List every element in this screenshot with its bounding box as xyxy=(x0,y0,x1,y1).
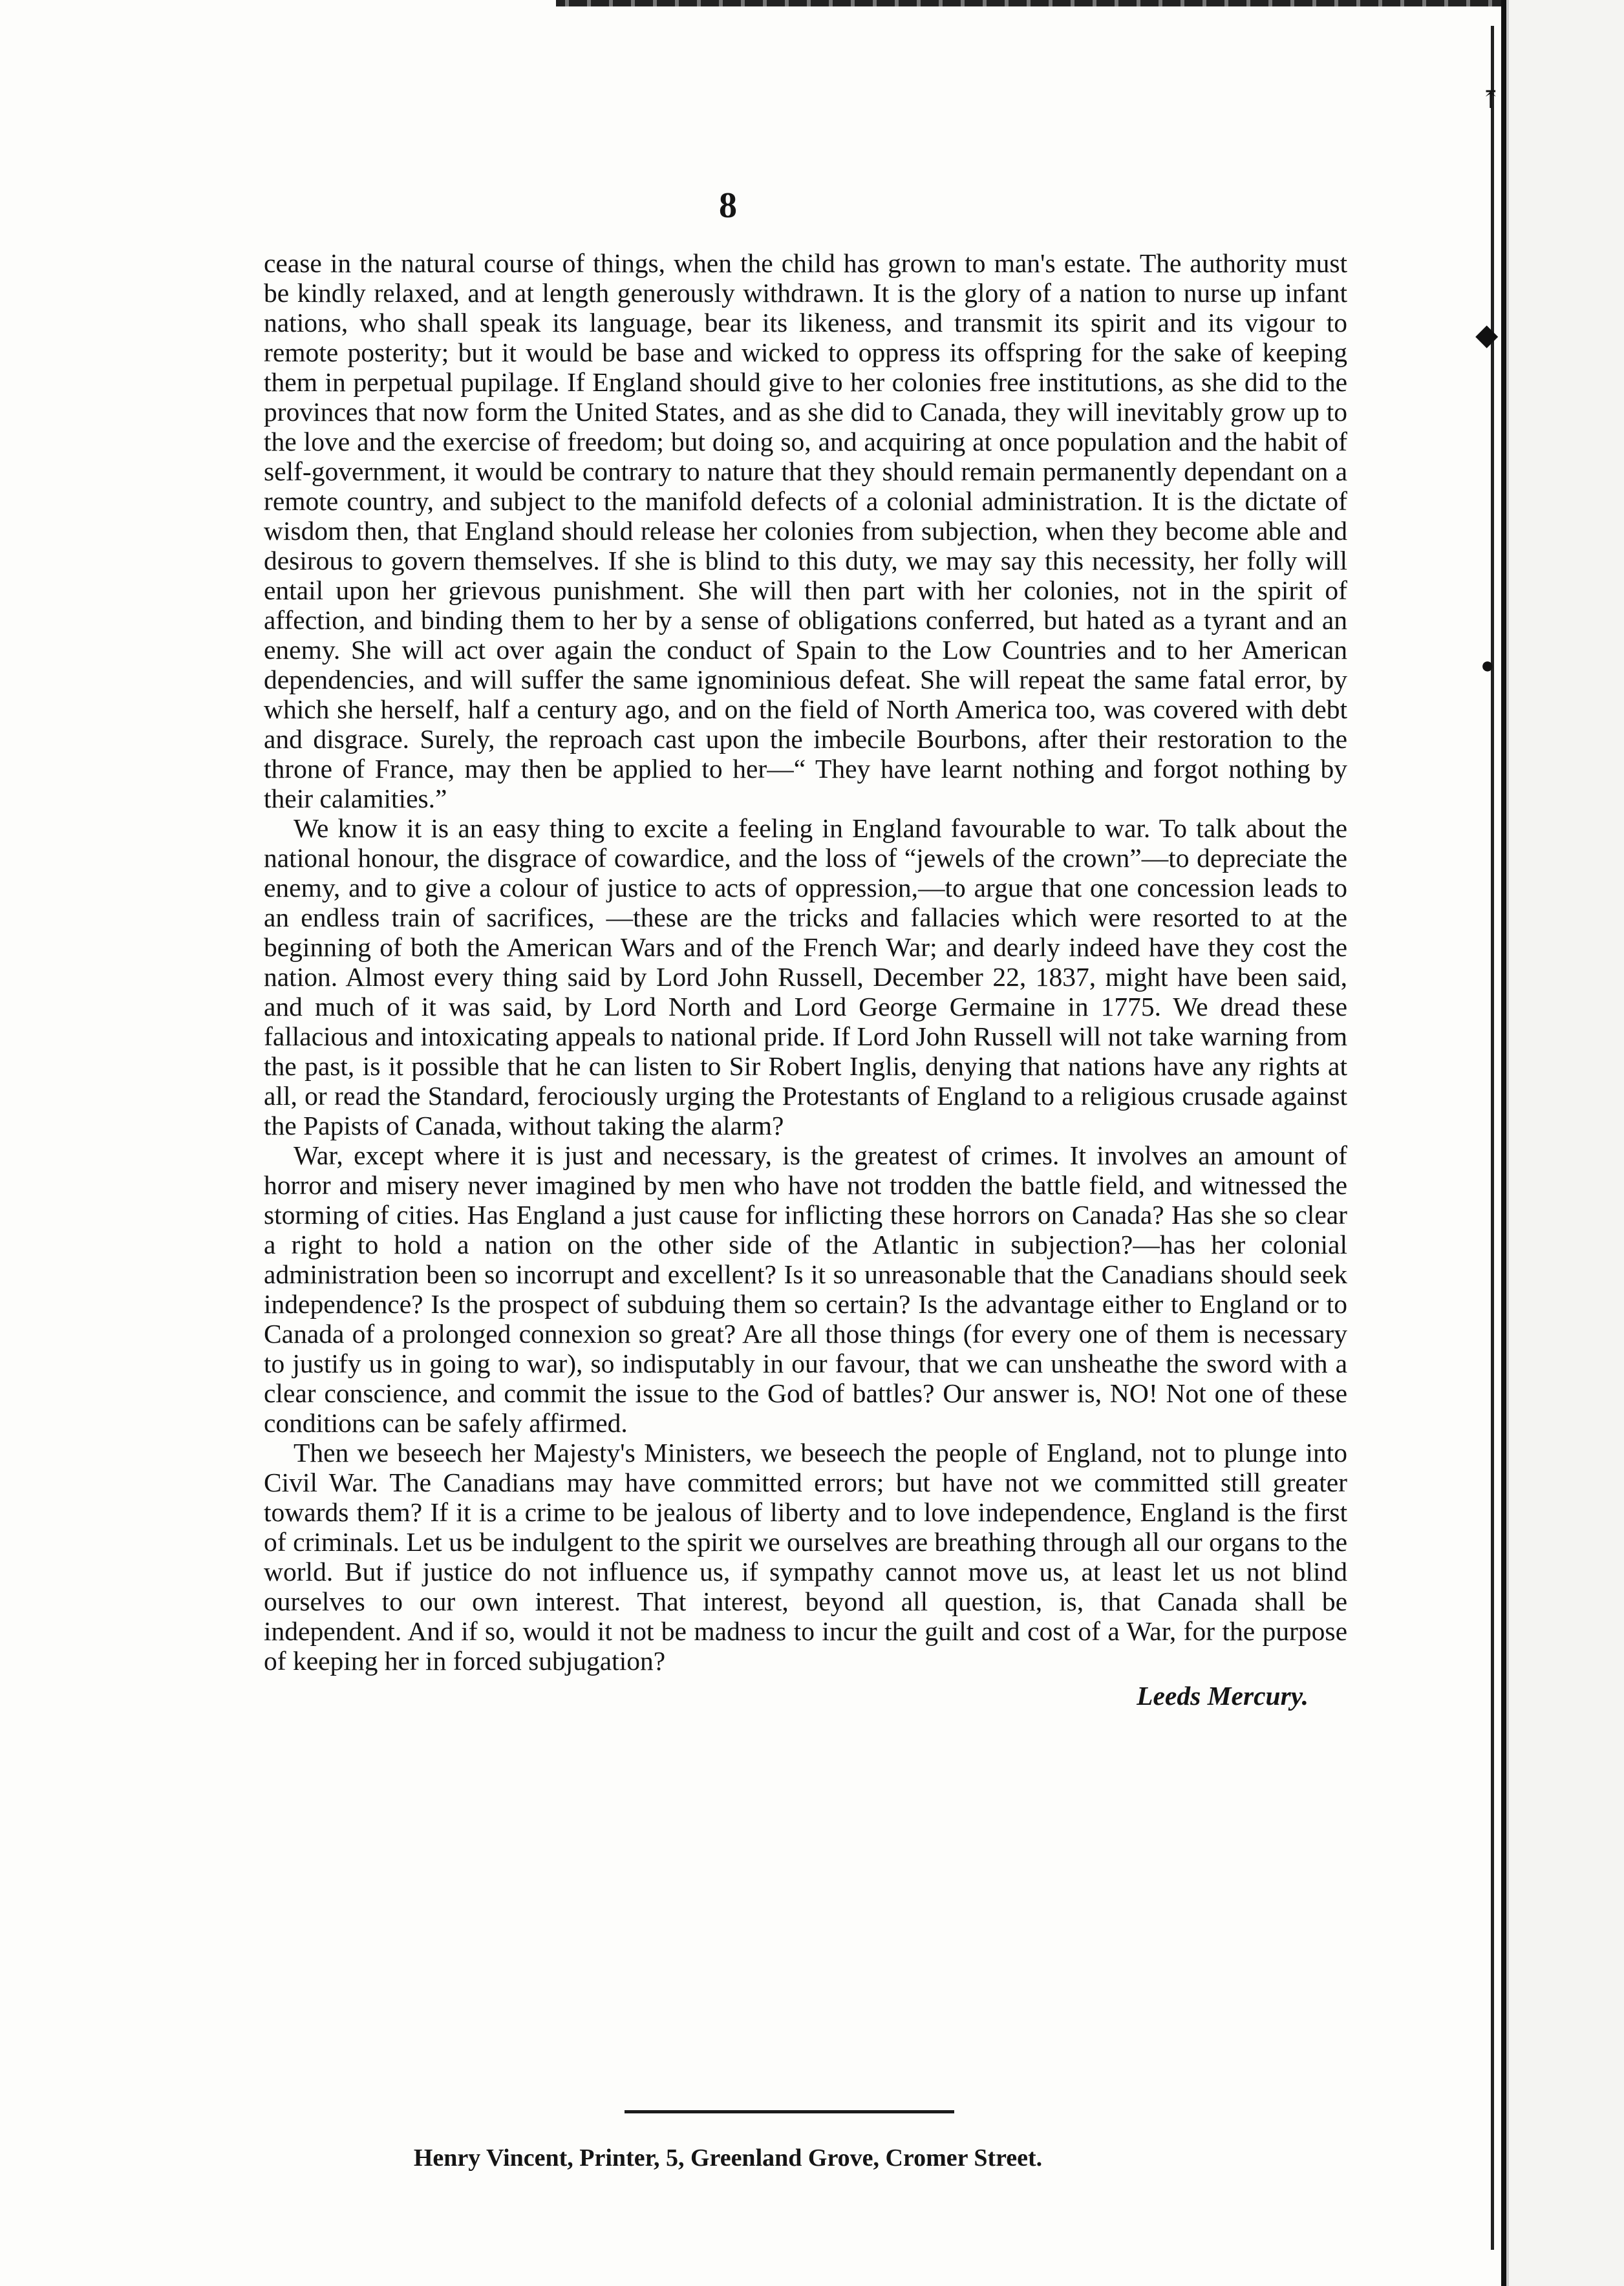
footer-rule xyxy=(625,2110,954,2113)
paragraph-1: cease in the natural course of things, when the child has grown to man's estate. The authority must be kindly relaxed, and at length generously withdrawn. It is the glory of a nation to nurse up infant nations, who shall speak its language, bear its likeness, and transmit its spirit and its vigour to remote posterity; but it would be base and wicked to oppress its offspring for the sake of keeping them in perpetual pupilage. If England should give to her colonies free institutions, as she did to the provinces that now form the United States, and as she did to Canada, they will inevitably grow up to the love and the exercise of freedom; but doing so, and acquiring at once population and the habit of self-government, it would be contrary to nature that they should remain permanently dependant on a remote country, and subject to the manifold defects of a colonial administration. It is the dictate of wisdom then, that England should release her colonies from subjection, when they become able and desirous to govern themselves. If she is blind to this duty, we may say this necessity, her folly will entail upon her grievous punishment. She will then part with her colonies, not in the spirit of affection, and binding them to her by a sense of obligations conferred, but hated as a tyrant and an enemy. She will act over again the conduct of Spain to the Low Countries and to her American dependencies, and will suffer the same ignominious defeat. She will repeat the same fatal error, by which she herself, half a century ago, and on the field of North America too, was covered with debt and disgrace. Surely, the reproach cast upon the imbecile Bourbons, after their restoration to the throne of France, may then be applied to her—“ They have learnt nothing and forgot nothing by their calamities.” xyxy=(264,248,1347,813)
binding-dot-mark: ● xyxy=(1480,652,1495,678)
article-body xyxy=(264,248,1347,1711)
binding-edge xyxy=(1501,0,1506,2286)
binding-mark: ◆ xyxy=(1475,318,1499,351)
top-border-rule xyxy=(556,0,1506,6)
binding-line xyxy=(1491,26,1494,2250)
printer-imprint: Henry Vincent, Printer, 5, Greenland Grove, Cromer Street. xyxy=(413,2144,1043,2172)
page-number: 8 xyxy=(719,186,737,226)
outer-margin xyxy=(1506,0,1624,2286)
page-edge xyxy=(1506,0,1509,2286)
paragraph-2: We know it is an easy thing to excite a feeling in England favourable to war. To talk about the national honour, the disgrace of cowardice, and the loss of “jewels of the crown”—to depreciate the enemy, and to give a colour of justice to acts of oppression,—to argue that one concession leads to an endless train of sacrifices, —these are the tricks and fallacies which were resorted to at the beginning of both the American Wars and of the French War; and dearly indeed have they cost the nation. Almost every thing said by Lord John Russell, December 22, 1837, might have been said, and much of it was said, by Lord North and Lord George Germaine in 1775. We dread these fallacious and intoxicating appeals to national pride. If Lord John Russell will not take warning from the past, is it possible that he can listen to Sir Robert Inglis, denying that nations have any rights at all, or read the Standard, ferociously urging the Protestants of England to a religious crusade against the Papists of Canada, without taking the alarm? xyxy=(264,813,1347,1140)
source-signature: Leeds Mercury. xyxy=(1137,1681,1309,1711)
paragraph-4: Then we beseech her Majesty's Ministers, we beseech the people of England, not to plunge into Civil War. The Canadians may have committed errors; but have not we committed still greater towards them? If it is a crime to be jealous of liberty and to love independence, England is the first of criminals. Let us be indulgent to the spirit we ourselves are breathing through all our organs to the world. But if justice do not influence us, if sympathy cannot move us, at least let us not blind ourselves to our own interest. That interest, beyond all question, is, that Canada shall be independent. And if so, would it not be madness to incur the guilt and cost of a War, for the purpose of keeping her in forced subjugation? xyxy=(264,1438,1347,1676)
paragraph-3: War, except where it is just and necessary, is the greatest of crimes. It involves an amount of horror and misery never imagined by men who have not trodden the battle field, and witnessed the storming of cities. Has England a just cause for inflicting these horrors on Canada? Has she so clear a right to hold a nation on the other side of the Atlantic in subjection?—has her colonial administration been so incorrupt and excellent? Is it so unreasonable that the Canadians should seek independence? Is the prospect of subduing them so certain? Is the advantage either to England or to Canada of a prolonged connexion so great? Are all those things (for every one of them is necessary to justify us in going to war), so indisputably in our favour, that we can unsheathe the sword with a clear conscience, and commit the issue to the God of battles? Our answer is, NO! Not one of these conditions can be safely affirmed. xyxy=(264,1140,1347,1438)
binding-tick-mark: ⤒ xyxy=(1480,87,1501,114)
